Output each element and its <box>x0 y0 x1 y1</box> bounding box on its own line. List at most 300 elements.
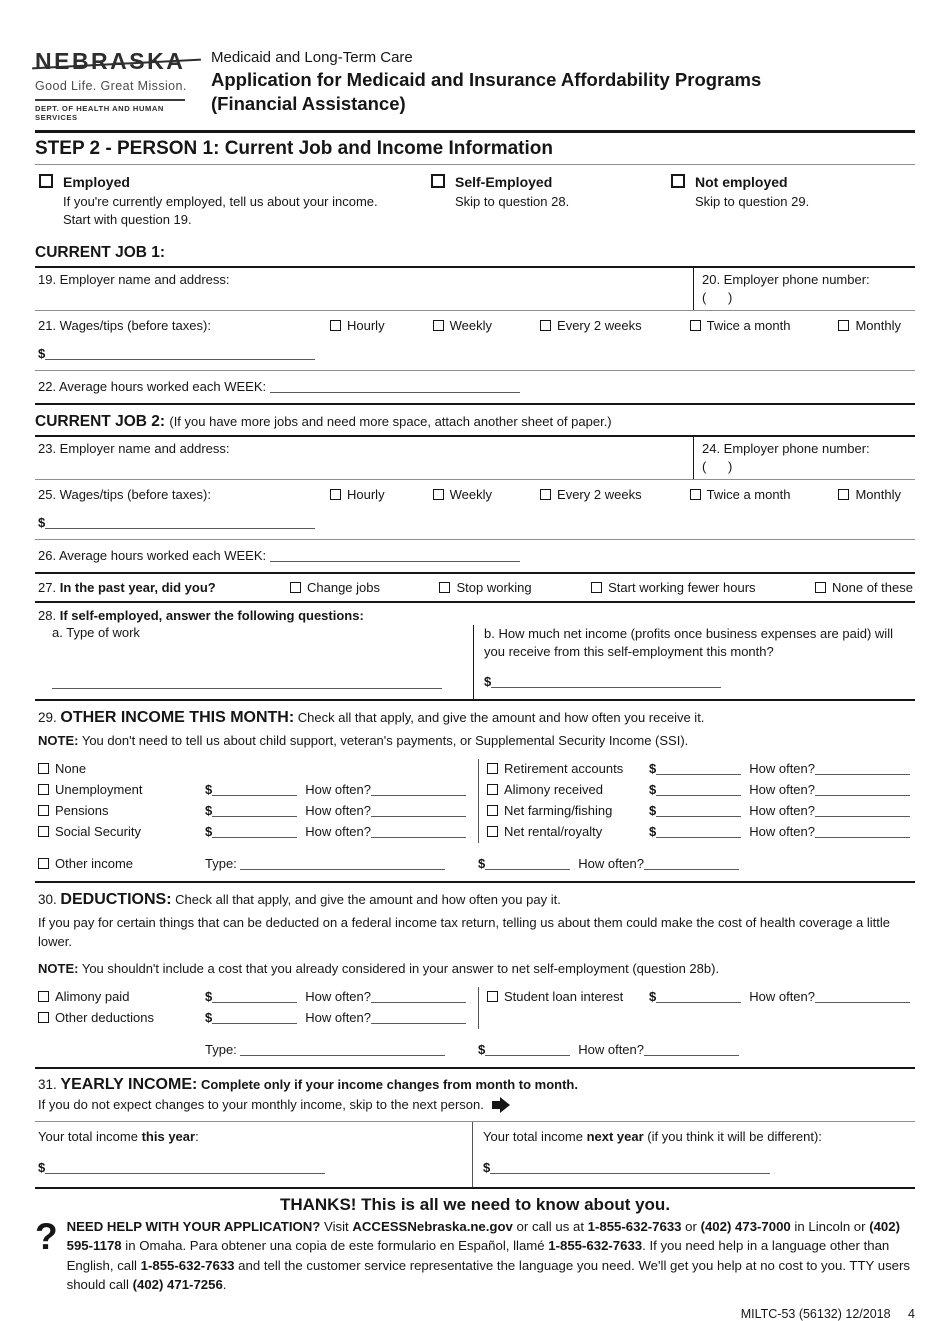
job2-hours-row <box>35 540 915 572</box>
how-often-label: How often? <box>749 824 815 840</box>
sec31-heading <box>35 1069 915 1094</box>
q28-block <box>35 603 915 701</box>
amount-field <box>649 782 741 797</box>
income-option-net-farming-fishing[interactable] <box>487 803 649 818</box>
skip-note-text: If you do not expect changes to your monthly income, skip to the next person. <box>38 1097 484 1113</box>
q26-label: 26. Average hours worked each WEEK: <box>38 548 267 564</box>
dollar-sign: $ <box>649 803 657 819</box>
income-row-retirement <box>487 759 915 778</box>
yearly-income-cells <box>35 1121 915 1187</box>
deduction-option-alimony-paid[interactable] <box>38 989 205 1004</box>
note-label: NOTE: <box>38 733 79 749</box>
freq-label: Monthly <box>855 487 901 503</box>
job2-heading <box>35 405 915 435</box>
q28b-label: b. How much net income (profits once business expenses are paid) will you receive from this self-employment this month? <box>484 626 893 660</box>
freq-label: Every 2 weeks <box>557 487 642 503</box>
program-name: Medicaid and Long-Term Care <box>211 49 413 66</box>
job1-freq-weekly[interactable] <box>433 318 492 333</box>
amount-input[interactable] <box>656 762 741 775</box>
job2-employer-cell[interactable] <box>35 437 693 479</box>
checkbox-icon[interactable] <box>540 489 551 500</box>
self-employed-checkbox[interactable] <box>431 174 445 188</box>
q27-option-change-jobs[interactable] <box>290 580 380 595</box>
job2-freq-monthly[interactable] <box>838 487 901 502</box>
sec29-heading <box>38 708 915 729</box>
job2-heading-note: (If you have more jobs and need more space, attach another sheet of paper.) <box>169 414 612 430</box>
job2-phone-cell[interactable] <box>693 437 915 479</box>
amount-field <box>205 1010 297 1025</box>
income-row-net-farming <box>487 801 915 820</box>
q27-number: 27. <box>38 580 57 596</box>
q28b-cell <box>473 625 915 699</box>
checkbox-icon[interactable] <box>38 763 49 774</box>
sec29-number: 29. <box>38 710 57 726</box>
how-often-field <box>578 856 739 871</box>
deduction-label: Student loan interest <box>504 988 624 1004</box>
status-text <box>63 174 393 228</box>
amount-input[interactable] <box>212 825 297 838</box>
q28-question: If self-employed, answer the following questions: <box>59 608 364 624</box>
how-often-label: How often? <box>305 988 371 1004</box>
deductions-section <box>35 883 915 1068</box>
income-left-column <box>38 759 478 843</box>
status-label: Self-Employed <box>455 174 553 190</box>
amount-input[interactable] <box>212 804 297 817</box>
how-often-label: How often? <box>749 988 815 1004</box>
deduction-row-alimony-paid <box>38 987 478 1006</box>
how-often-input[interactable] <box>371 825 466 838</box>
how-often-field <box>305 803 466 818</box>
dollar-sign: $ <box>205 782 213 798</box>
status-note: Skip to question 28. <box>455 194 570 209</box>
income-option-social-security[interactable] <box>38 824 205 839</box>
deduction-row-other <box>38 1008 478 1027</box>
sec30-number: 30. <box>38 892 57 908</box>
how-often-field <box>305 1010 466 1025</box>
checkbox-icon[interactable] <box>487 991 498 1002</box>
status-option-employed <box>39 174 431 228</box>
freq-label: Twice a month <box>706 487 791 503</box>
amount-field <box>205 989 297 1004</box>
status-label: Employed <box>63 174 130 190</box>
income-this-year-input[interactable] <box>45 1161 325 1174</box>
income-this-year-cell <box>35 1122 472 1187</box>
q28a-cell <box>38 625 473 699</box>
q28b-amount-line <box>484 674 915 689</box>
freq-label: Hourly <box>347 318 385 334</box>
income-row-none <box>38 759 478 778</box>
note-text: You don't need to tell us about child support, veteran's payments, or Supplemental Security Income (SSI). <box>81 733 689 749</box>
dollar-sign: $ <box>478 1041 486 1057</box>
income-row-alimony-received <box>487 780 915 799</box>
income-right-column <box>478 759 915 843</box>
option-label: Stop working <box>456 580 532 596</box>
job1-amount-line <box>38 346 915 361</box>
how-often-label: How often? <box>305 803 371 819</box>
checkbox-icon[interactable] <box>38 1012 49 1023</box>
job2-wages-line <box>38 487 915 502</box>
status-text <box>455 174 569 228</box>
income-option-retirement-accounts[interactable] <box>487 761 649 776</box>
how-often-input[interactable] <box>371 804 466 817</box>
sec31-title: YEARLY INCOME: <box>60 1075 198 1093</box>
other-income-section <box>35 701 915 883</box>
income-row-social-security <box>38 822 478 841</box>
freq-label: Hourly <box>347 487 385 503</box>
income-option-net-rental-royalty[interactable] <box>487 824 649 839</box>
how-often-label: How often? <box>749 803 815 819</box>
note-text: You shouldn't include a cost that you already considered in your answer to net self-employment (question 28b). <box>81 960 720 976</box>
income-option-unemployment[interactable] <box>38 782 205 797</box>
sec31-heading-note: Complete only if your income changes from month to month. <box>200 1076 578 1092</box>
deductions-type-row <box>38 1042 915 1057</box>
job2-table <box>35 435 915 574</box>
dollar-sign: $ <box>38 515 46 531</box>
income-row-pensions <box>38 801 478 820</box>
q28-columns <box>38 625 915 699</box>
checkbox-icon[interactable] <box>38 858 49 869</box>
dollar-sign: $ <box>483 1159 491 1175</box>
page-number: 4 <box>908 1306 915 1321</box>
job2-freq-hourly[interactable] <box>330 487 385 502</box>
option-label: None of these <box>832 580 913 596</box>
yearly-income-section <box>35 1069 915 1189</box>
q19-label: 19. Employer name and address: <box>38 272 230 288</box>
how-often-field <box>305 824 466 839</box>
dollar-sign: $ <box>484 674 492 690</box>
job1-phone-cell[interactable] <box>693 268 915 310</box>
how-often-label: How often? <box>749 782 815 798</box>
job1-freq-twice-a-month[interactable] <box>690 318 791 333</box>
deduction-type-input[interactable] <box>240 1043 445 1056</box>
q21-amount-input[interactable] <box>45 347 315 360</box>
amount-field <box>478 1042 570 1057</box>
checkbox-icon[interactable] <box>838 489 849 500</box>
nebraska-dhhs-logo <box>35 48 197 122</box>
logo-text: NEBRASKA <box>35 48 186 74</box>
deductions-grid <box>38 987 915 1029</box>
job1-wages-row <box>35 311 915 371</box>
job1-table <box>35 266 915 405</box>
q24-phone-input[interactable]: ( ) <box>702 459 733 475</box>
job1-frequency-options <box>330 318 915 333</box>
job1-heading: CURRENT JOB 1: <box>35 244 166 262</box>
amount-field <box>649 989 741 1004</box>
checkbox-icon[interactable] <box>690 489 701 500</box>
sec29-note <box>38 733 915 748</box>
amount-input[interactable] <box>212 990 297 1003</box>
amount-field <box>649 803 741 818</box>
q28-number: 28. <box>38 608 57 624</box>
how-often-input[interactable] <box>371 990 466 1003</box>
income-next-year-input[interactable] <box>490 1161 770 1174</box>
type-label: Type: <box>205 856 237 872</box>
checkbox-icon[interactable] <box>433 320 444 331</box>
checkbox-icon[interactable] <box>330 489 341 500</box>
amount-input[interactable] <box>656 783 741 796</box>
how-often-field <box>749 761 910 776</box>
deduction-row-student-loan <box>487 987 915 1006</box>
amount-field <box>205 803 297 818</box>
how-often-input[interactable] <box>815 783 910 796</box>
sec31-number: 31. <box>38 1076 57 1092</box>
how-often-label: How often? <box>578 1041 644 1057</box>
checkbox-icon[interactable] <box>38 826 49 837</box>
income-option-pensions[interactable] <box>38 803 205 818</box>
checkbox-icon[interactable] <box>487 784 498 795</box>
sec30-heading-note: Check all that apply, and give the amount and how often you pay it. <box>175 892 561 908</box>
q28a-label: a. Type of work <box>52 625 140 641</box>
income-next-year-cell <box>472 1122 915 1187</box>
freq-label: Monthly <box>855 318 901 334</box>
how-often-field <box>305 989 466 1004</box>
amount-field <box>649 824 741 839</box>
form-title-line2: (Financial Assistance) <box>211 93 406 115</box>
status-option-not-employed <box>671 174 915 228</box>
q20-phone-input[interactable]: ( ) <box>702 290 733 306</box>
income-this-year-label: Your total income this year: <box>38 1128 199 1144</box>
job2-frequency-options <box>330 487 915 502</box>
amount-input[interactable] <box>212 1011 297 1024</box>
job2-wages-row <box>35 480 915 540</box>
header-titles <box>211 48 761 122</box>
income-label: Retirement accounts <box>504 761 624 777</box>
deduction-option-student-loan-interest[interactable] <box>487 989 649 1004</box>
income-next-year-label: Your total income next year (if you think it will be different): <box>483 1128 822 1144</box>
dollar-sign: $ <box>649 824 657 840</box>
form-footer-meta <box>35 1307 915 1321</box>
sec29-title: OTHER INCOME THIS MONTH: <box>60 709 295 727</box>
sec30-description: If you pay for certain things that can be deducted on a federal income tax return, telling us about them could make the cost of health coverage a little lower. <box>38 915 891 949</box>
how-often-label: How often? <box>749 761 815 777</box>
logo-wordmark <box>35 48 185 75</box>
help-text: NEED HELP WITH YOUR APPLICATION? Visit ACCESSNebraska.ne.gov or call us at 1-855-632-7633 or (402) 473-7000 in Lincoln or (402) 595-1178 in Omaha. Para obtener una copia de este formulario en Español, llamé 1-855-632-7633. If you need help in a language other than English, call 1-855-632-7633 and tell the customer service representative the language you need. We'll get you help at no cost to you. TTY users should call (402) 471-7256. <box>66 1218 910 1293</box>
income-label: Net rental/royalty <box>504 824 603 840</box>
other-income-type-input[interactable] <box>240 857 445 870</box>
q22-hours-input[interactable] <box>270 380 520 393</box>
q23-label: 23. Employer name and address: <box>38 441 230 457</box>
form-header <box>35 0 915 122</box>
how-often-input[interactable] <box>371 1011 466 1024</box>
amount-input[interactable] <box>656 804 741 817</box>
income-label: Net farming/fishing <box>504 803 613 819</box>
other-income-how-often-input[interactable] <box>644 857 739 870</box>
step-title: STEP 2 - PERSON 1: Current Job and Income Information <box>35 138 554 159</box>
checkbox-icon[interactable] <box>540 320 551 331</box>
logo-tagline: Good Life. Great Mission. <box>35 79 187 93</box>
status-text <box>695 174 809 228</box>
q24-label: 24. Employer phone number: <box>702 441 870 457</box>
checkbox-icon[interactable] <box>290 582 301 593</box>
income-this-year-amount <box>38 1160 472 1175</box>
q25-amount-input[interactable] <box>45 516 315 529</box>
other-income-amount-input[interactable] <box>485 857 570 870</box>
job1-employer-row <box>35 268 915 311</box>
checkbox-icon[interactable] <box>690 320 701 331</box>
status-option-self-employed <box>431 174 671 228</box>
not-employed-checkbox[interactable] <box>671 174 685 188</box>
right-arrow-icon <box>492 1097 510 1113</box>
deduction-label: Other deductions <box>55 1009 155 1025</box>
q27-option-none[interactable] <box>815 580 913 595</box>
checkbox-icon[interactable] <box>591 582 602 593</box>
dollar-sign: $ <box>38 1159 46 1175</box>
sec30-heading <box>38 890 915 911</box>
q22-label: 22. Average hours worked each WEEK: <box>38 379 267 395</box>
income-option-none[interactable] <box>38 761 205 776</box>
option-label: Start working fewer hours <box>608 580 756 596</box>
freq-label: Weekly <box>449 487 492 503</box>
amount-field <box>649 761 741 776</box>
how-often-label: How often? <box>305 782 371 798</box>
dollar-sign: $ <box>205 1009 213 1025</box>
income-label: Pensions <box>55 803 109 819</box>
dollar-sign: $ <box>205 824 213 840</box>
dollar-sign: $ <box>38 346 46 362</box>
sec29-heading-note: Check all that apply, and give the amount and how often you receive it. <box>297 710 705 726</box>
q21-label: 21. Wages/tips (before taxes): <box>38 318 211 334</box>
how-often-label: How often? <box>305 1009 371 1025</box>
how-often-field <box>305 782 466 797</box>
checkbox-icon[interactable] <box>487 826 498 837</box>
how-often-input[interactable] <box>815 990 910 1003</box>
dollar-sign: $ <box>649 782 657 798</box>
q27-row <box>35 574 915 603</box>
checkbox-icon[interactable] <box>439 582 450 593</box>
amount-field <box>478 856 570 871</box>
job1-hours-row <box>35 371 915 403</box>
amount-input[interactable] <box>656 825 741 838</box>
help-block <box>35 1217 915 1295</box>
job1-employer-cell[interactable] <box>35 268 693 310</box>
arrow-head <box>500 1097 510 1113</box>
other-income-row <box>38 856 915 871</box>
other-income-type-field <box>205 856 478 871</box>
checkbox-icon[interactable] <box>38 805 49 816</box>
deductions-left-column <box>38 987 478 1029</box>
q27-question: In the past year, did you? <box>59 580 216 596</box>
income-label: Alimony received <box>504 782 603 798</box>
how-often-label: How often? <box>305 824 371 840</box>
status-note: Skip to question 29. <box>695 194 810 209</box>
deduction-amount-input[interactable] <box>485 1043 570 1056</box>
amount-field <box>205 782 297 797</box>
sec30-title: DEDUCTIONS: <box>60 891 172 909</box>
job1-freq-monthly[interactable] <box>838 318 901 333</box>
job2-amount-line <box>38 515 915 530</box>
income-option-other[interactable] <box>38 856 205 871</box>
how-often-input[interactable] <box>815 804 910 817</box>
how-often-field <box>749 803 910 818</box>
q28-label <box>38 608 915 623</box>
amount-input[interactable] <box>212 783 297 796</box>
how-often-input[interactable] <box>815 825 910 838</box>
deduction-how-often-input[interactable] <box>644 1043 739 1056</box>
form-number: MILTC-53 (56132) 12/2018 <box>740 1306 891 1321</box>
q27-options <box>290 580 915 595</box>
freq-label: Twice a month <box>706 318 791 334</box>
job1-wages-line <box>38 318 915 333</box>
freq-label: Weekly <box>449 318 492 334</box>
dollar-sign: $ <box>649 988 657 1004</box>
deduction-label: Alimony paid <box>55 988 130 1004</box>
q26-hours-input[interactable] <box>270 549 520 562</box>
income-label: Other income <box>55 856 134 872</box>
checkbox-icon[interactable] <box>38 784 49 795</box>
arrow-bar <box>492 1101 500 1109</box>
checkbox-icon[interactable] <box>330 320 341 331</box>
job1-freq-hourly[interactable] <box>330 318 385 333</box>
form-title-line1: Application for Medicaid and Insurance Affordability Programs <box>211 69 762 90</box>
option-label: Change jobs <box>307 580 380 596</box>
income-label: None <box>55 761 87 777</box>
type-label: Type: <box>205 1041 237 1057</box>
checkbox-icon[interactable] <box>815 582 826 593</box>
how-often-field <box>749 989 910 1004</box>
sec30-note <box>38 961 915 976</box>
status-label: Not employed <box>695 174 788 190</box>
q28b-amount-input[interactable] <box>491 675 721 688</box>
checkbox-icon[interactable] <box>487 763 498 774</box>
dollar-sign: $ <box>478 856 486 872</box>
q27-option-fewer-hours[interactable] <box>591 580 755 595</box>
thanks-message: THANKS! This is all we need to know about you. <box>279 1194 671 1214</box>
how-often-field <box>578 1042 739 1057</box>
income-row-unemployment <box>38 780 478 799</box>
income-grid <box>38 759 915 843</box>
how-often-field <box>749 824 910 839</box>
how-often-field <box>749 782 910 797</box>
deductions-right-column <box>478 987 915 1029</box>
deduction-option-other[interactable] <box>38 1010 205 1025</box>
checkbox-icon[interactable] <box>433 489 444 500</box>
q27-label <box>38 580 290 595</box>
amount-field <box>205 824 297 839</box>
income-label: Unemployment <box>55 782 143 798</box>
job2-freq-every-2-weeks[interactable] <box>540 487 642 502</box>
status-note: If you're currently employed, tell us about your income. Start with question 19. <box>63 194 378 227</box>
sec31-skip-note <box>35 1094 915 1121</box>
income-row-net-rental <box>487 822 915 841</box>
checkbox-icon[interactable] <box>838 320 849 331</box>
q28a-type-of-work-input[interactable] <box>52 676 442 689</box>
income-option-alimony-received[interactable] <box>487 782 649 797</box>
how-often-input[interactable] <box>815 762 910 775</box>
job2-freq-twice-a-month[interactable] <box>690 487 791 502</box>
q20-label: 20. Employer phone number: <box>702 272 870 288</box>
question-mark-icon: ? <box>35 1215 58 1257</box>
employed-checkbox[interactable] <box>39 174 53 188</box>
how-often-label: How often? <box>578 856 644 872</box>
logo-dept-name: DEPT. OF HEALTH AND HUMAN SERVICES <box>35 99 185 122</box>
job2-employer-row <box>35 437 915 480</box>
checkbox-icon[interactable] <box>487 805 498 816</box>
q27-option-stop-working[interactable] <box>439 580 531 595</box>
freq-label: Every 2 weeks <box>557 318 642 334</box>
checkbox-icon[interactable] <box>38 991 49 1002</box>
note-label: NOTE: <box>38 960 79 976</box>
how-often-input[interactable] <box>371 783 466 796</box>
dollar-sign: $ <box>205 803 213 819</box>
amount-input[interactable] <box>656 990 741 1003</box>
deduction-type-field <box>205 1042 478 1057</box>
income-next-year-amount <box>483 1160 915 1175</box>
employment-status-row <box>35 165 915 236</box>
dollar-sign: $ <box>649 761 657 777</box>
job1-freq-every-2-weeks[interactable] <box>540 318 642 333</box>
dollar-sign: $ <box>205 988 213 1004</box>
job2-freq-weekly[interactable] <box>433 487 492 502</box>
